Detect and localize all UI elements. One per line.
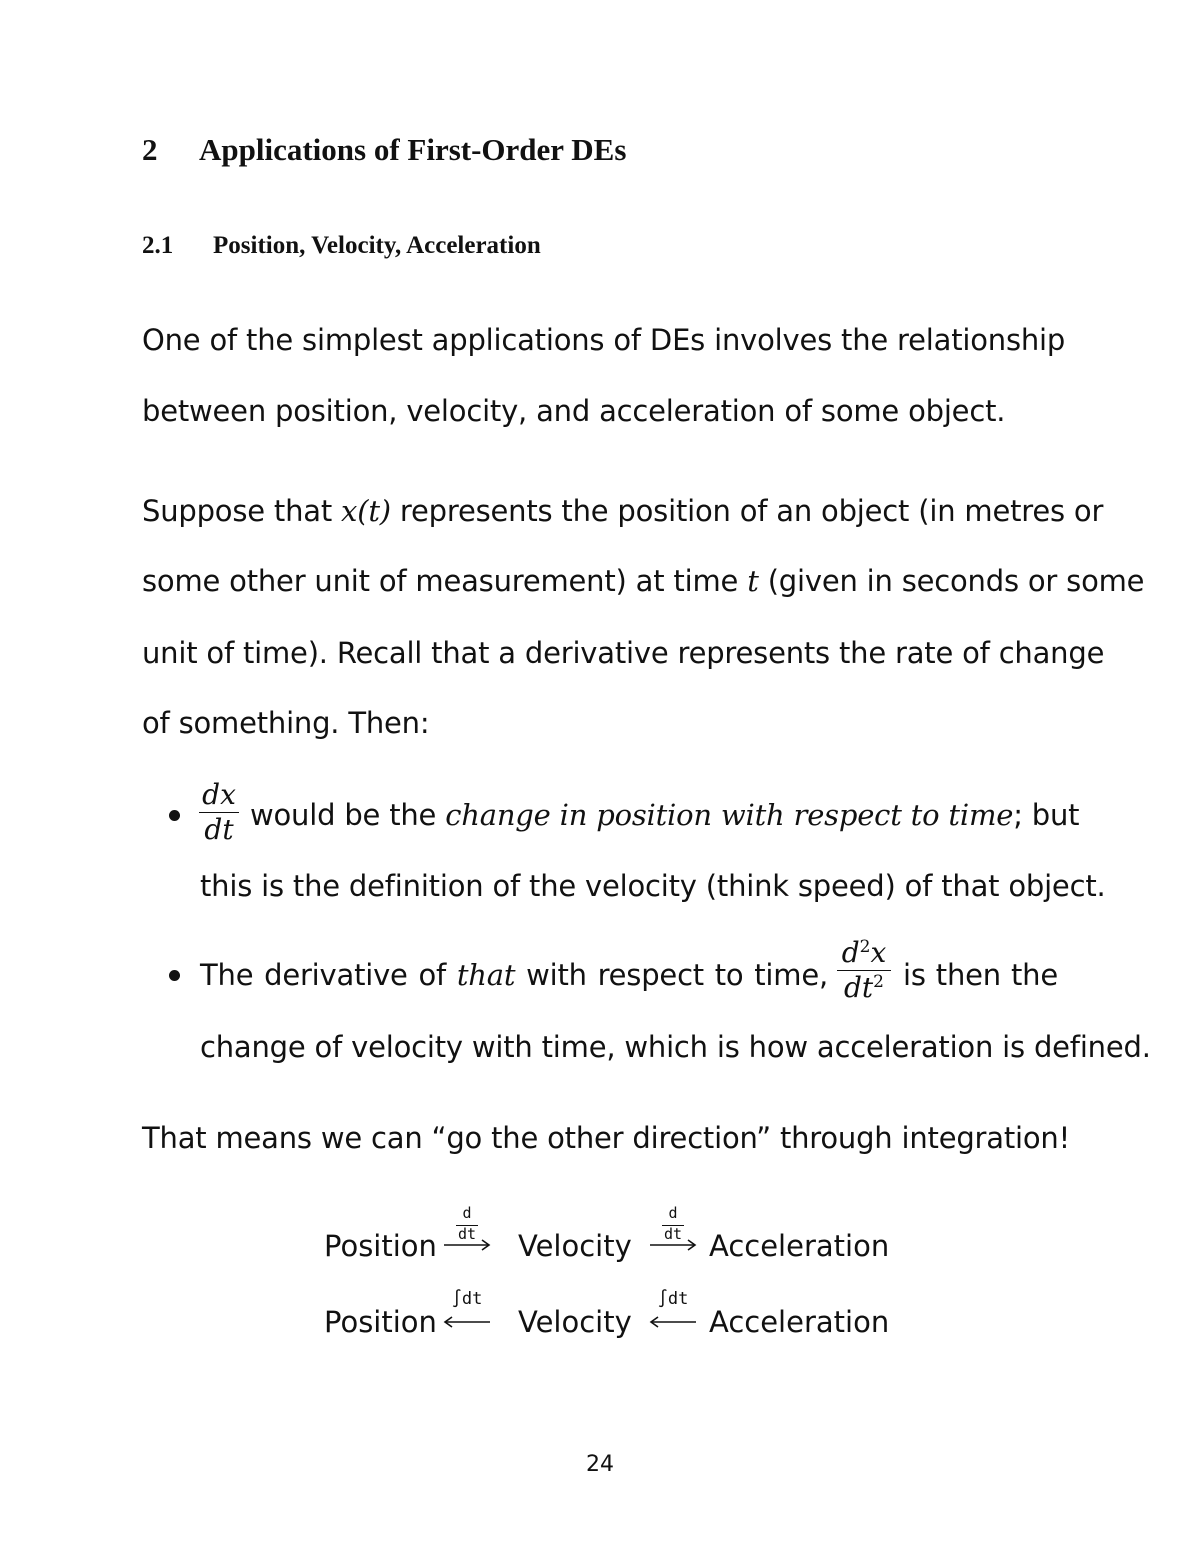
arrow1-label-bottom: dt (457, 1225, 477, 1243)
derivative-arrow-1 (442, 1206, 492, 1256)
fraction-dx-dt (199, 780, 239, 845)
paragraph3: That means we can “go the other direction” through integration! (142, 1121, 1071, 1155)
b1-italic: change in position with respect to time (445, 798, 1014, 832)
arrow2-label-top: d (668, 1204, 678, 1222)
fraction-denominator: dt (204, 813, 234, 846)
p2-l1-a: Suppose that (142, 494, 333, 528)
diagram-row1-velocity: Velocity (518, 1229, 632, 1263)
arrow1-label-top: d (462, 1204, 472, 1222)
left-arrow-icon (442, 1315, 492, 1329)
right-arrow-icon (442, 1238, 492, 1252)
bullet1-line1 (250, 797, 1080, 833)
b1-text-b: ; but (1013, 798, 1080, 832)
diagram-row2-velocity: Velocity (518, 1305, 632, 1339)
derivative-arrow-2 (648, 1206, 698, 1256)
section-heading (142, 132, 626, 168)
den-dt: dt (843, 971, 874, 1004)
num-d: d (841, 936, 860, 969)
subsection-heading (142, 232, 541, 260)
den-exp: 2 (873, 972, 884, 992)
left-arrow-icon (648, 1315, 698, 1329)
integral-arrow-2 (648, 1290, 698, 1340)
num-exp: 2 (859, 937, 871, 957)
bullet-dot-1 (169, 810, 180, 821)
diagram-row1-position: Position (324, 1229, 437, 1263)
arrow4-label: ∫dt (657, 1289, 689, 1309)
diagram-row2-position: Position (324, 1305, 437, 1339)
p2-l1-math: x(t) (341, 494, 391, 528)
section-number: 2 (142, 132, 158, 167)
b2-text-a: The derivative of (200, 958, 447, 992)
arrow3-label: ∫dt (451, 1289, 483, 1309)
bullet2-line2: change of velocity with time, which is how acceleration is defined. (200, 1030, 1151, 1064)
b2-text-b: with respect to time, (526, 958, 828, 992)
diagram-row2-acceleration: Acceleration (709, 1305, 890, 1339)
paragraph2-line3: unit of time). Recall that a derivative represents the rate of change (142, 636, 1105, 670)
bullet2-line1-right: is then the (903, 958, 1058, 992)
bullet2-line1-left (200, 957, 828, 993)
paragraph2-line2 (142, 563, 1145, 599)
integral-arrow-1 (442, 1290, 492, 1340)
right-arrow-icon (648, 1238, 698, 1252)
p2-l2-math: t (747, 564, 759, 598)
b2-italic: that (456, 958, 516, 992)
fraction2-denominator (837, 973, 891, 1003)
p2-l1-b: represents the position of an object (in metres or (399, 494, 1104, 528)
page-number: 24 (586, 1452, 614, 1477)
num-x: x (870, 936, 887, 969)
paragraph1-line1: One of the simplest applications of DEs involves the relationship (142, 323, 1066, 357)
section-title: Applications of First-Order DEs (199, 132, 627, 167)
subsection-title: Position, Velocity, Acceleration (213, 232, 541, 259)
b1-text-a: would be the (250, 798, 437, 832)
subsection-number: 2.1 (142, 232, 174, 259)
paragraph1-line2: between position, velocity, and acceleration of some object. (142, 394, 1006, 428)
p2-l2-a: some other unit of measurement) at time (142, 564, 739, 598)
diagram-row1-acceleration: Acceleration (709, 1229, 890, 1263)
bullet1-line2: this is the definition of the velocity (think speed) of that object. (200, 869, 1106, 903)
fraction2-numerator (837, 938, 891, 968)
bullet-dot-2 (169, 970, 180, 981)
arrow2-label-bottom: dt (663, 1225, 683, 1243)
p2-l2-b: (given in seconds or some (767, 564, 1145, 598)
fraction-d2x-dt2 (837, 938, 891, 1003)
fraction-numerator: dx (202, 778, 236, 811)
paragraph2-line4: of something. Then: (142, 706, 430, 740)
paragraph2-line1 (142, 493, 1104, 529)
